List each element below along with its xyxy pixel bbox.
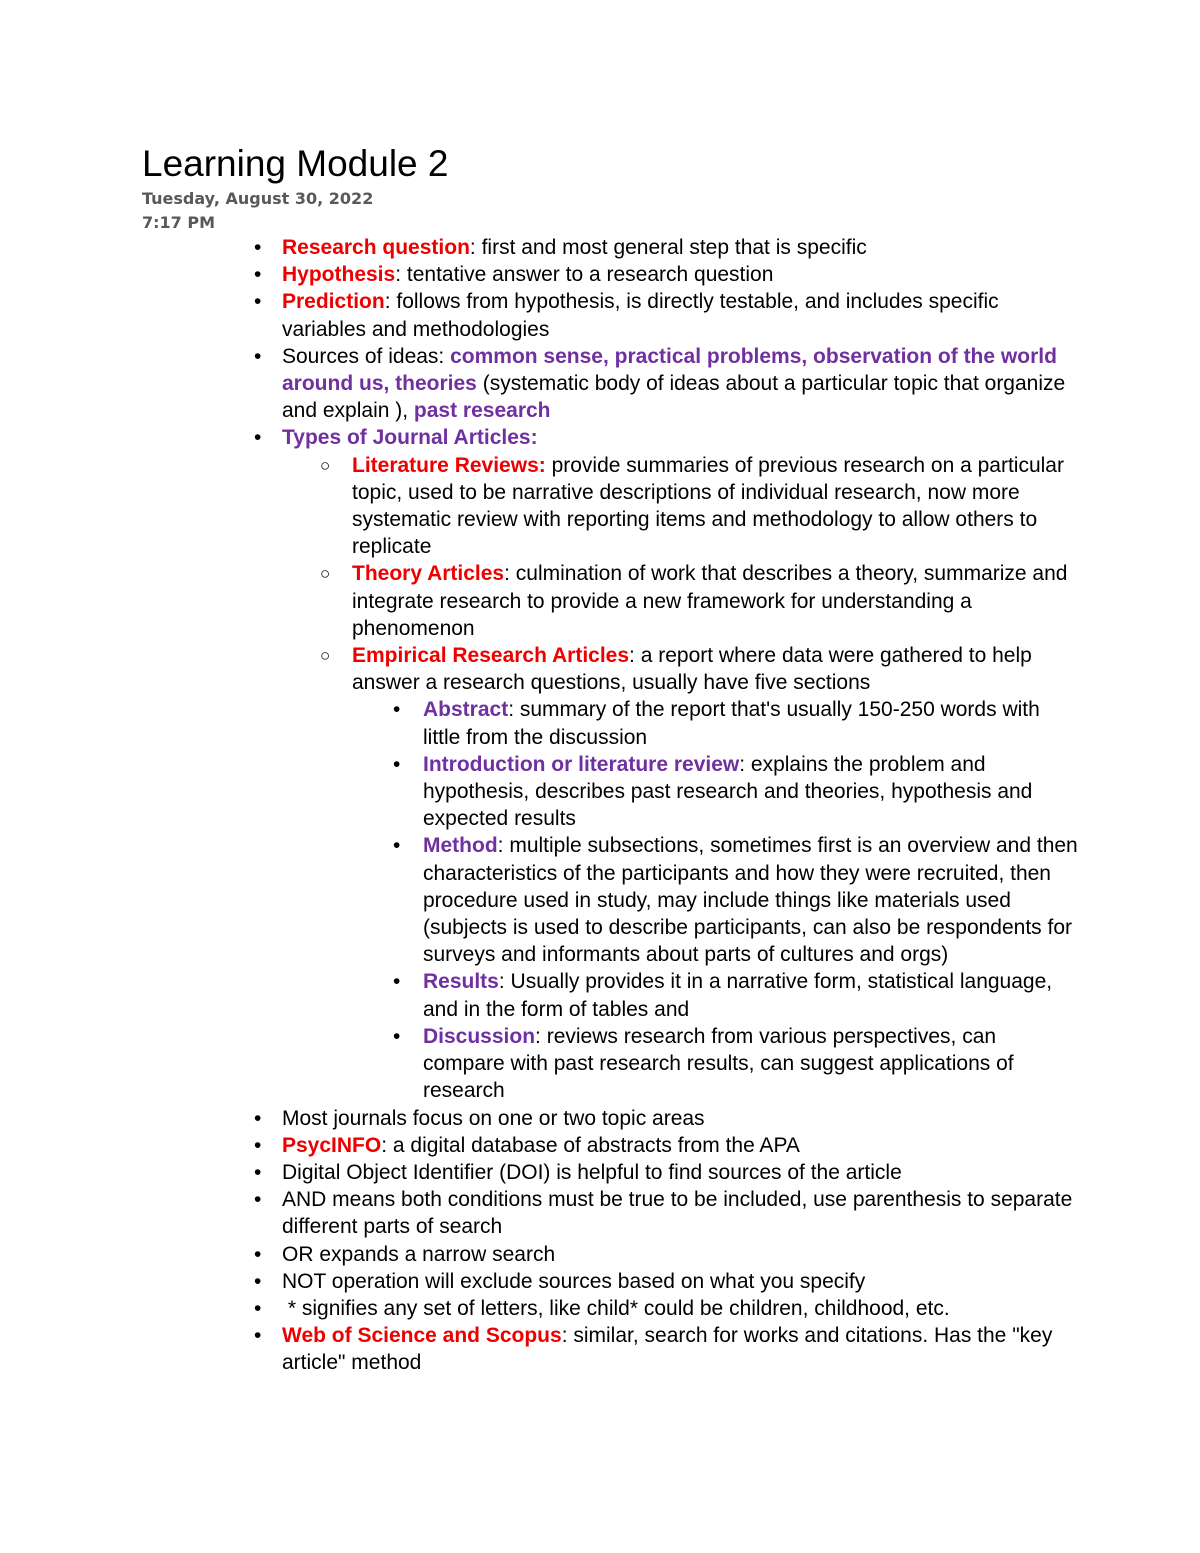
item-text: : first and most general step that is specific — [469, 236, 867, 259]
note-time: 7:17 PM — [142, 213, 216, 232]
item-text: AND means both conditions must be true to be included, use parenthesis to separate different parts of search — [282, 1188, 1073, 1239]
list-item-journal-article-types — [254, 424, 1082, 1104]
ideas-list: common sense, practical problems, observation of the world around us, theories — [282, 344, 1057, 396]
term-hypothesis: Hypothesis — [282, 263, 396, 287]
term-research-question: Research question — [282, 236, 470, 259]
term-method: Method — [423, 834, 498, 858]
bullet-circle-icon: ○ — [320, 455, 331, 475]
item-text: Most journals focus on one or two topic areas — [282, 1106, 705, 1130]
bullet-dot-icon: • — [254, 263, 262, 287]
term-introduction: Introduction or literature review — [423, 752, 740, 776]
item-text: provide summaries of previous research on a particular topic, used to be narrative descriptions of individual research, now more systematic review with reporting items and methodology to allow others to replicate — [352, 453, 1064, 559]
bullet-dot-icon: • — [254, 290, 262, 314]
list-item-discussion — [393, 1023, 1082, 1105]
term-psycinfo: PsycINFO — [282, 1133, 382, 1157]
item-text: : multiple subsections, sometimes first is an overview and then characteristics of the participants and how they were recruited, then procedure used in study, may include things like materials used (subjects is used to describe participants, can also be respondents for surveys and informants about parts of cultures and orgs) — [423, 834, 1078, 967]
list-item-psycinfo — [254, 1132, 1082, 1159]
list-item-doi — [254, 1159, 1082, 1186]
bullet-dot-icon: • — [254, 344, 262, 368]
list-item-empirical-research-articles — [320, 642, 1082, 1104]
item-text: : a report where data were gathered to help answer a research questions, usually have five sections — [352, 644, 1032, 695]
page-title: Learning Module 2 — [142, 143, 449, 184]
bullet-dot-icon: • — [254, 426, 262, 450]
bullet-dot-icon: • — [254, 1188, 262, 1212]
term-literature-reviews: Literature Reviews: — [352, 453, 546, 477]
list-item-results — [393, 968, 1082, 1022]
list-item-research-question — [254, 234, 1082, 261]
note-date: Tuesday, August 30, 2022 — [142, 189, 374, 208]
item-text: : summary of the report that's usually 150-250 words with little from the discussion — [423, 698, 1040, 749]
bullet-circle-icon: ○ — [320, 646, 331, 666]
item-text: NOT operation will exclude sources based on what you specify — [282, 1269, 866, 1293]
bullet-list — [254, 234, 1082, 1377]
item-text: : a digital database of abstracts from the APA — [381, 1133, 800, 1157]
list-item-abstract — [393, 696, 1082, 750]
item-text: : follows from hypothesis, is directly testable, and includes specific variables and methodologies — [282, 290, 999, 341]
list-item-hypothesis — [254, 261, 1082, 288]
sub-list-article-types — [320, 452, 1082, 1105]
bullet-dot-icon: • — [254, 1133, 262, 1157]
term-prediction: Prediction — [282, 290, 385, 314]
list-item-prediction — [254, 288, 1082, 342]
bullet-dot-icon: • — [254, 1296, 262, 1320]
item-text: : reviews research from various perspectives, can compare with past research results, can suggest applications of research — [423, 1024, 1014, 1103]
bullet-dot-icon: • — [393, 834, 401, 858]
bullet-dot-icon: • — [254, 1269, 262, 1293]
bullet-dot-icon: • — [254, 236, 262, 259]
item-text: Digital Object Identifier (DOI) is helpful to find sources of the article — [282, 1160, 902, 1184]
list-item-not-operator — [254, 1268, 1082, 1295]
bullet-dot-icon: • — [393, 752, 401, 776]
item-text: Sources of ideas: — [282, 344, 451, 368]
list-item-theory-articles — [320, 560, 1082, 642]
ideas-past-research: past research — [413, 399, 551, 423]
list-item-wildcard — [254, 1295, 1082, 1322]
term-theory-articles: Theory Articles — [352, 562, 505, 586]
item-text: (systematic body of ideas about a particular topic that organize and explain ), — [282, 372, 1066, 423]
item-text: : Usually provides it in a narrative form, statistical language, and in the form of tables and — [423, 970, 1053, 1021]
item-text: : culmination of work that describes a theory, summarize and integrate research to provide a new framework for understanding a phenomenon — [352, 562, 1068, 640]
term-results: Results — [423, 970, 499, 994]
bullet-dot-icon: • — [254, 1160, 262, 1184]
list-item-sources-of-ideas — [254, 343, 1082, 425]
bullet-dot-icon: • — [254, 1324, 262, 1348]
term-abstract: Abstract — [423, 698, 509, 722]
list-item-web-of-science — [254, 1322, 1082, 1376]
item-text: : tentative answer to a research question — [395, 263, 774, 287]
term-web-of-science: Web of Science and Scopus — [282, 1324, 562, 1348]
list-item-literature-reviews — [320, 452, 1082, 561]
heading-journal-article-types: Types of Journal Articles: — [282, 426, 538, 450]
item-text: * signifies any set of letters, like child* could be children, childhood, etc. — [282, 1296, 950, 1320]
bullet-dot-icon: • — [254, 1106, 262, 1130]
list-item-introduction — [393, 751, 1082, 833]
list-item-or-operator — [254, 1241, 1082, 1268]
item-text: : explains the problem and hypothesis, describes past research and theories, hypothesis and expected results — [423, 752, 1033, 831]
note-body — [254, 234, 1082, 1377]
bullet-dot-icon: • — [393, 698, 401, 722]
bullet-dot-icon: • — [393, 970, 401, 994]
item-text: OR expands a narrow search — [282, 1242, 556, 1266]
term-empirical-research-articles: Empirical Research Articles — [352, 644, 630, 668]
bullet-dot-icon: • — [393, 1024, 401, 1048]
term-discussion: Discussion — [423, 1024, 536, 1048]
list-item-journals-focus — [254, 1105, 1082, 1132]
list-item-method — [393, 832, 1082, 968]
bullet-circle-icon: ○ — [320, 564, 331, 584]
sub-list-article-sections — [393, 696, 1082, 1104]
item-text: : similar, search for works and citations. Has the "key article" method — [282, 1324, 1053, 1375]
bullet-dot-icon: • — [254, 1242, 262, 1266]
list-item-and-operator — [254, 1186, 1082, 1240]
